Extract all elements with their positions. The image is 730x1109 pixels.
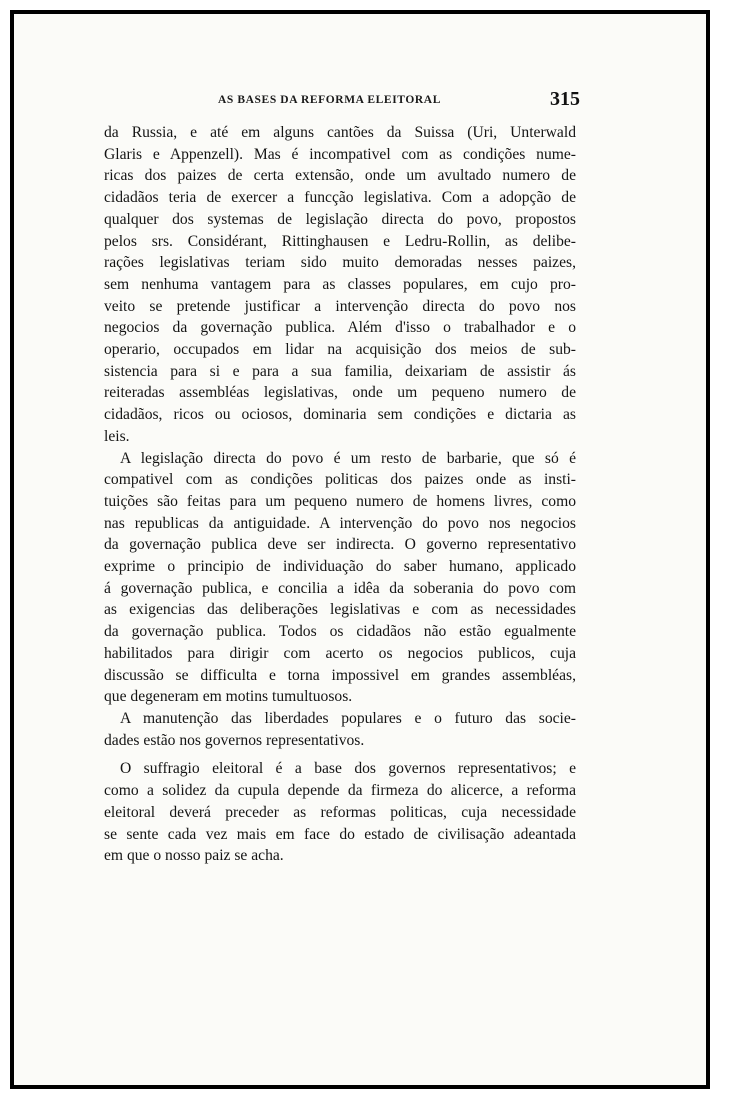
line-text: compativel com as condições politicas dos paizes onde as insti- (104, 471, 576, 489)
text-line (104, 317, 576, 339)
text-line (104, 339, 576, 361)
text-line (104, 534, 576, 556)
line-text: da governação publica. Todos os cidadãos não estão egualmente (104, 623, 576, 641)
text-line (104, 758, 576, 780)
text-line (104, 730, 576, 752)
line-text: sistencia para si e para a sua familia, deixariam de assistir ás (104, 362, 576, 380)
page-header (106, 88, 584, 112)
line-text: discussão se difficulta e torna impossivel em grandes assembléas, (104, 666, 576, 684)
line-text: operario, occupados em lidar na acquisição dos meios de sub- (104, 341, 576, 359)
line-text: ricas dos paizes de certa extensão, onde um avultado numero de (104, 167, 576, 185)
text-line (104, 361, 576, 383)
line-text: sem nenhuma vantagem para as classes populares, em cujo pro- (104, 275, 576, 293)
text-line (104, 187, 576, 209)
text-line (104, 845, 576, 867)
text-line (104, 599, 576, 621)
text-line (104, 165, 576, 187)
line-text: da Russia, e até em alguns cantões da Suissa (Uri, Unterwald (104, 124, 576, 141)
line-text: eleitoral deverá preceder as reformas politicas, cuja necessidade (104, 803, 576, 821)
line-text: exprime o principio de individuação do saber humano, applicado (104, 558, 576, 576)
line-text: que degeneram em motins tumultuosos. (104, 688, 353, 706)
line-text: reiteradas assembléas legislativas, onde um pequeno numero de (104, 384, 576, 402)
text-line (104, 404, 576, 426)
line-text: negocios da governação publica. Além d'isso o trabalhador e o (104, 319, 576, 337)
body-text (104, 122, 576, 867)
line-text: Glaris e Appenzell). Mas é incompativel com as condições nume- (104, 145, 576, 163)
text-line (104, 252, 576, 274)
line-text: em que o nosso paiz se acha. (104, 847, 284, 865)
paragraph-gap (104, 751, 576, 758)
text-line (104, 513, 576, 535)
line-text: nas republicas da antiguidade. A intervenção do povo nos negocios (104, 514, 576, 532)
text-line (104, 491, 576, 513)
line-text: veito se pretende justificar a intervenção directa do povo nos (104, 297, 576, 315)
line-text: A manutenção das liberdades populares e o futuro das socie- (120, 709, 576, 727)
text-line (104, 426, 576, 448)
text-line (104, 469, 576, 491)
text-line (104, 556, 576, 578)
line-text: cidadãos teria de exercer a funcção legislativa. Com a adopção de (104, 189, 576, 207)
text-line (104, 643, 576, 665)
text-line (104, 144, 576, 166)
text-line (104, 621, 576, 643)
line-text: como a solidez da cupula depende da firmeza do alicerce, a reforma (104, 782, 576, 800)
line-text: á governação publica, e concilia a idêa da soberania do povo com (104, 579, 576, 597)
page-number: 315 (550, 88, 580, 110)
running-title: AS BASES DA REFORMA ELEITORAL (218, 94, 441, 106)
line-text: dades estão nos governos representativos. (104, 731, 365, 749)
line-text: se sente cada vez mais em face do estado de civilisação adeantada (104, 825, 576, 843)
line-text: da governação publica deve ser indirecta. O governo representativo (104, 536, 576, 554)
text-line (104, 780, 576, 802)
text-line (104, 824, 576, 846)
text-line (104, 274, 576, 296)
text-line (104, 231, 576, 253)
text-line (104, 686, 576, 708)
line-text: leis. (104, 427, 130, 445)
text-line (104, 209, 576, 231)
line-text: A legislação directa do povo é um resto de barbarie, que só é (120, 449, 576, 467)
text-line (104, 382, 576, 404)
line-text: rações legislativas teriam sido muito demoradas nesses paizes, (104, 254, 576, 272)
line-text: pelos srs. Considérant, Rittinghausen e Ledru-Rollin, as delibe- (104, 232, 576, 250)
text-line (104, 296, 576, 318)
line-text: qualquer dos systemas de legislação directa do povo, propostos (104, 210, 576, 228)
line-text: habilitados para dirigir com acerto os negocios publicos, cuja (104, 644, 576, 662)
text-line (104, 665, 576, 687)
line-text: O suffragio eleitoral é a base dos governos representativos; e (120, 760, 576, 778)
line-text: tuições são feitas para um pequeno numero de homens livres, como (104, 492, 576, 510)
text-line (104, 578, 576, 600)
text-line (104, 708, 576, 730)
text-line (104, 802, 576, 824)
text-line (104, 122, 576, 144)
text-line (104, 448, 576, 470)
line-text: cidadãos, ricos ou ociosos, dominaria sem condições e dictaria as (104, 406, 576, 424)
line-text: as exigencias das deliberações legislativas e com as necessidades (104, 601, 576, 619)
